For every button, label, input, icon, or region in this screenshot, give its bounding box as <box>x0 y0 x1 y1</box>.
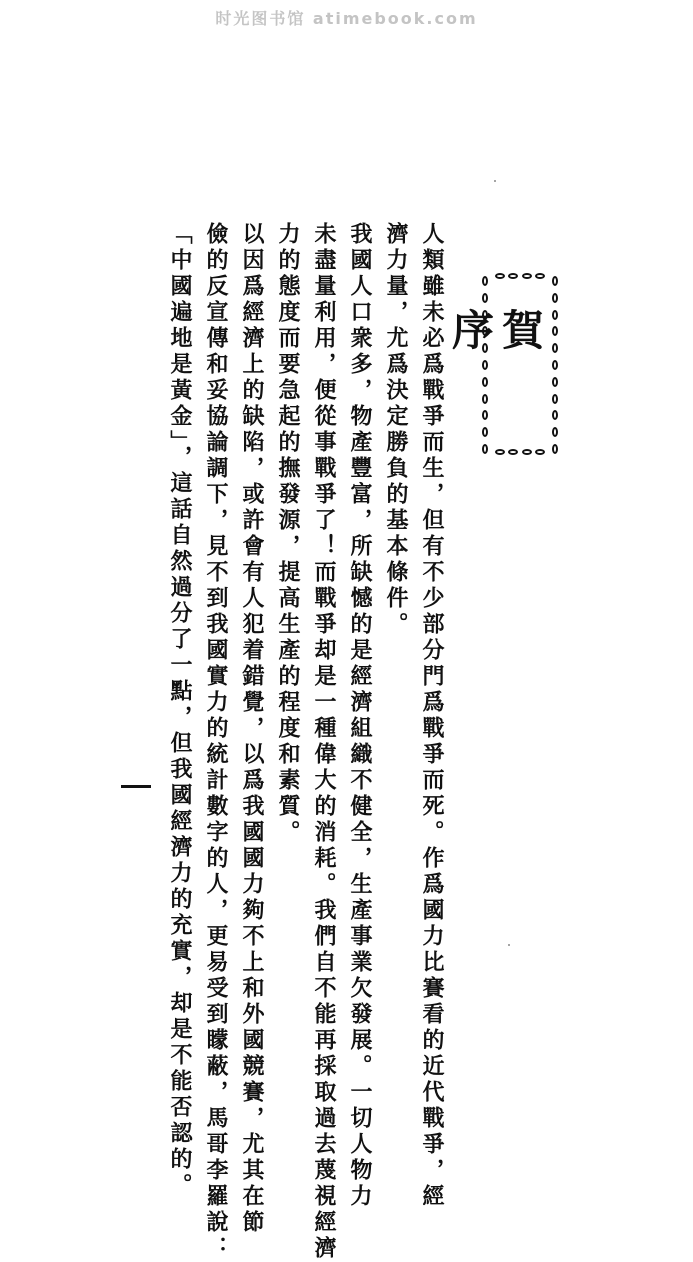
text-column: 我國人口衆多，物產豐富，所缺憾的是經濟組織不健全，生產事業欠發展。一切人物力 <box>347 222 373 1210</box>
preface-title-frame <box>446 268 559 462</box>
text-column: 「中國遍地是黃金」，這話自然過分了一點，但我國經濟力的充實，却是不能否認的。 <box>167 222 193 1199</box>
page-number <box>121 785 151 788</box>
text-column: 濟力量，尤爲決定勝負的基本條件。 <box>383 222 409 638</box>
text-column: 儉的反宣傳和妥協論調下，見不到我國實力的統計數字的人，更易受到矇蔽，馬哥李羅說： <box>203 222 229 1262</box>
frame-right-ornament <box>551 276 559 454</box>
text-column: 未盡量利用，便從事戰爭了！而戰爭却是一種偉大的消耗。我們自不能再採取過去蔑視經濟 <box>311 222 337 1262</box>
text-column: 人類雖未必爲戰爭而生，但有不少部分門爲戰爭而死。作爲國力比賽看的近代戰爭，經 <box>419 222 445 1210</box>
preface-body <box>150 222 450 1262</box>
paper-speck <box>494 180 496 182</box>
frame-top-ornament <box>495 272 545 280</box>
preface-title: 賀序 <box>446 308 545 390</box>
paper-speck <box>508 944 510 946</box>
text-column: 以因爲經濟上的缺陷，或許會有人犯着錯覺，以爲我國國力夠不上和外國競賽，尤其在節 <box>239 222 265 1236</box>
watermark: 时光图书馆 atimebook.com <box>215 9 478 28</box>
text-column: 力的態度而要急起的撫發源，提高生產的程度和素質。 <box>275 222 301 846</box>
